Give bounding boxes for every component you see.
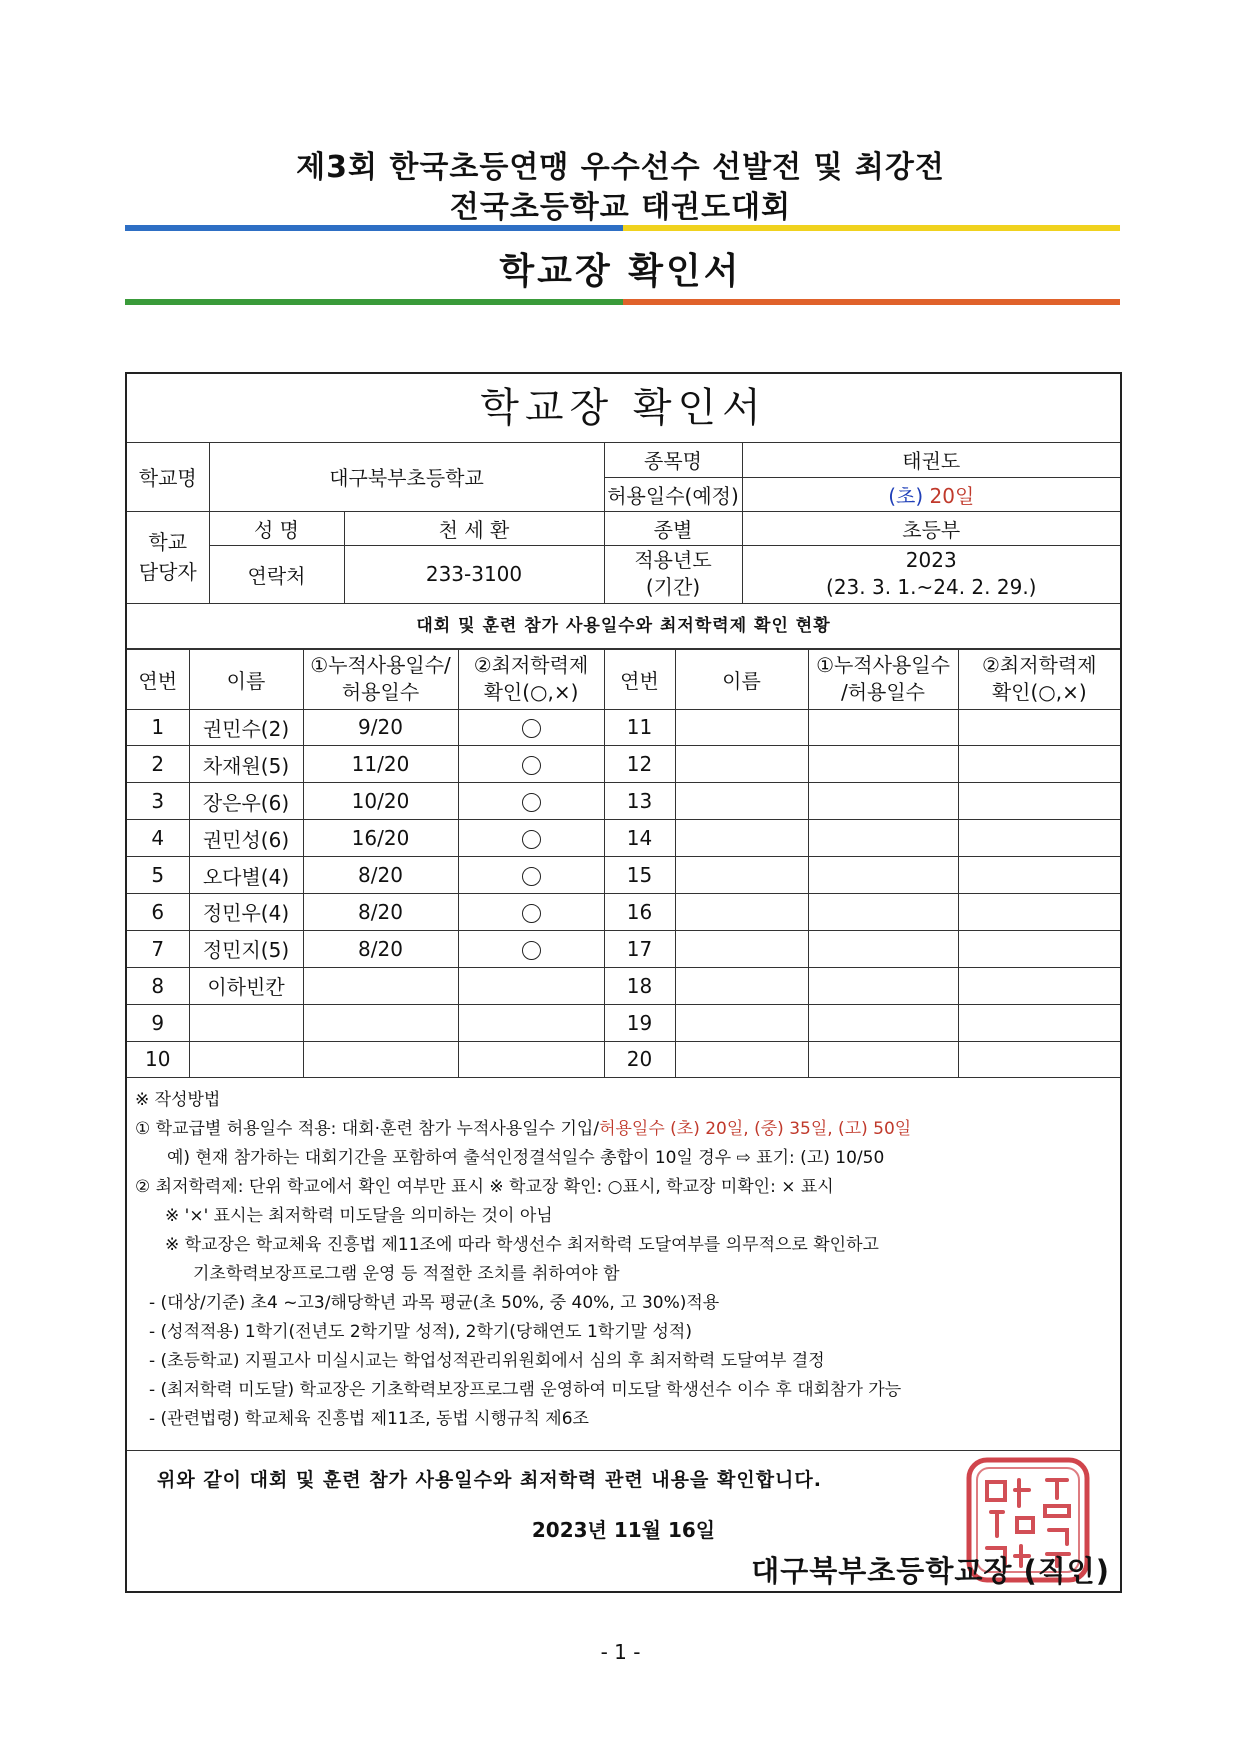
note-2: ② 최저학력제: 단위 학교에서 확인 여부만 표시 ※ 학교장 확인: ○표시, 학교장 미확인: × 표시 (135, 1177, 834, 1198)
contact-value: 233-3100 (344, 545, 604, 603)
year-label (604, 545, 742, 603)
circle-check-icon (522, 867, 541, 886)
row-days-right (808, 1041, 958, 1078)
row-check-right (958, 1041, 1120, 1078)
header-min-line2: 확인(○,×) (483, 680, 579, 704)
header-min-right (958, 649, 1120, 709)
row-days-right (808, 820, 958, 857)
row-name-right (675, 930, 808, 967)
table-row (127, 967, 1120, 1004)
row-name: 정민지(5) (189, 930, 303, 967)
allowed-days-number: 20일 (929, 483, 975, 508)
row-days-right (808, 930, 958, 967)
row-name: 장은우(6) (189, 783, 303, 820)
table-row (127, 820, 1120, 857)
row-no-right: 17 (604, 930, 675, 967)
header-no: 연번 (127, 649, 189, 709)
row-days: 8/20 (303, 857, 458, 894)
table-row (127, 709, 1120, 746)
period-value: (23. 3. 1.~24. 2. 29.) (826, 575, 1037, 599)
header-no-right: 연번 (604, 649, 675, 709)
header-days-right-line1: ①누적사용일수 (816, 653, 950, 677)
row-no-right: 13 (604, 783, 675, 820)
row-check (458, 746, 604, 783)
row-check-right (958, 893, 1120, 930)
row-no-right: 14 (604, 820, 675, 857)
row-check-right (958, 857, 1120, 894)
row-name-right (675, 1004, 808, 1041)
manager-label (127, 511, 209, 603)
row-name-right (675, 893, 808, 930)
header-days-line1: ①누적사용일수/ (310, 653, 451, 677)
row-days-right (808, 857, 958, 894)
table-row (127, 893, 1120, 930)
row-no: 9 (127, 1004, 189, 1041)
principal-signature: 대구북부초등학교장 (직인) (751, 1554, 1110, 1588)
table-row (127, 1004, 1120, 1041)
header-days-right (808, 649, 958, 709)
note-2-b: ※ 학교장은 학교체육 진흥법 제11조에 따라 학생선수 최저학력 도달여부를 의무적으로 확인하고 (165, 1235, 879, 1256)
document-title-line1: 제3회 한국초등연맹 우수선수 선발전 및 최강전 (296, 150, 945, 185)
header-min-academic (458, 649, 604, 709)
note-2-a: ※ '×' 표시는 최저학력 미도달을 의미하는 것이 아님 (165, 1206, 553, 1227)
year-label-line1: 적용년도 (634, 548, 712, 572)
row-days-right (808, 709, 958, 746)
row-name: 정민우(4) (189, 893, 303, 930)
row-check (458, 967, 604, 1004)
row-name-right (675, 1041, 808, 1078)
table-row (127, 746, 1120, 783)
row-check (458, 783, 604, 820)
row-check-right (958, 1004, 1120, 1041)
row-no-right: 11 (604, 709, 675, 746)
manager-label-line1: 학교 (148, 530, 188, 554)
row-no: 6 (127, 893, 189, 930)
header-days (303, 649, 458, 709)
detail-2: - (성적적용) 1학기(전년도 2학기말 성적), 2학기(당해연도 1학기말 성적) (149, 1322, 692, 1343)
circle-check-icon (522, 904, 541, 923)
event-label: 종목명 (604, 443, 742, 477)
row-name: 권민성(6) (189, 820, 303, 857)
note-1-text: ① 학교급별 허용일수 적용: 대회·훈련 참가 누적사용일수 기입/ (135, 1119, 600, 1140)
row-name-right (675, 709, 808, 746)
row-name (189, 1041, 303, 1078)
row-days: 16/20 (303, 820, 458, 857)
category-label: 종별 (604, 511, 742, 545)
section-title: 대회 및 훈련 참가 사용일수와 최저학력제 확인 현황 (127, 604, 1120, 649)
row-check (458, 709, 604, 746)
notes-heading: ※ 작성방법 (135, 1090, 221, 1111)
note-1 (135, 1115, 1110, 1144)
header-min-right-line2: 확인(○,×) (991, 680, 1087, 704)
row-name-right (675, 746, 808, 783)
document-subtitle: 학교장 확인서 (499, 251, 742, 292)
row-check (458, 820, 604, 857)
row-name-right (675, 783, 808, 820)
color-divider-bottom (125, 299, 1120, 305)
contact-label: 연락처 (209, 545, 344, 603)
row-name (189, 1004, 303, 1041)
school-info-table (127, 443, 1120, 604)
header-name: 이름 (189, 649, 303, 709)
row-no: 1 (127, 709, 189, 746)
row-no: 10 (127, 1041, 189, 1078)
row-check-right (958, 709, 1120, 746)
row-days-right (808, 783, 958, 820)
school-name: 대구북부초등학교 (209, 443, 604, 511)
row-name-right (675, 820, 808, 857)
row-check-right (958, 967, 1120, 1004)
row-days: 8/20 (303, 893, 458, 930)
row-check (458, 930, 604, 967)
row-days: 8/20 (303, 930, 458, 967)
row-name-right (675, 857, 808, 894)
row-days-right (808, 967, 958, 1004)
circle-check-icon (522, 830, 541, 849)
note-1-allowed-days: 허용일수 (초) 20일, (중) 35일, (고) 50일 (599, 1119, 912, 1140)
table-row (127, 857, 1120, 894)
header-name-right: 이름 (675, 649, 808, 709)
note-2-c: 기초학력보장프로그램 운영 등 적절한 조치를 취하여야 함 (193, 1264, 620, 1285)
event-value: 태권도 (742, 443, 1120, 477)
writing-instructions (127, 1078, 1120, 1434)
note-1-example: 예) 현재 참가하는 대회기간을 포함하여 출석인정결석일수 총합이 10일 경우 ⇨ 표기: (고) 10/50 (167, 1148, 885, 1169)
row-check-right (958, 930, 1120, 967)
detail-5: - (관련법령) 학교체육 진흥법 제11조, 동법 시행규칙 제6조 (149, 1409, 589, 1430)
row-name-right (675, 967, 808, 1004)
header-days-right-line2: /허용일수 (840, 680, 926, 704)
allowed-days-prefix: (초) (888, 483, 924, 508)
row-no: 2 (127, 746, 189, 783)
row-no: 3 (127, 783, 189, 820)
year-label-line2: (기간) (645, 575, 701, 599)
name-label: 성 명 (209, 511, 344, 545)
row-no: 4 (127, 820, 189, 857)
row-days-right (808, 1004, 958, 1041)
row-name: 이하빈칸 (189, 967, 303, 1004)
table-row (127, 1041, 1120, 1078)
row-no-right: 16 (604, 893, 675, 930)
row-no-right: 18 (604, 967, 675, 1004)
allowed-days-value (742, 477, 1120, 511)
row-no-right: 15 (604, 857, 675, 894)
row-name: 권민수(2) (189, 709, 303, 746)
category-value: 초등부 (742, 511, 1120, 545)
row-check-right (958, 820, 1120, 857)
confirmation-form (125, 372, 1122, 1593)
manager-name: 천 세 환 (344, 511, 604, 545)
detail-1: - (대상/기준) 초4 ~고3/해당학년 과목 평균(초 50%, 중 40%, 고 30%)적용 (149, 1293, 720, 1314)
row-check (458, 893, 604, 930)
school-label: 학교명 (127, 443, 209, 511)
document-title-line2: 전국초등학교 태권도대회 (449, 190, 792, 225)
confirmation-statement: 위와 같이 대회 및 훈련 참가 사용일수와 최저학력 관련 내용을 확인합니다. (127, 1450, 1120, 1492)
row-days-right (808, 746, 958, 783)
color-divider-top (125, 225, 1120, 231)
row-check-right (958, 746, 1120, 783)
manager-label-line2: 담당자 (138, 560, 197, 584)
row-check (458, 857, 604, 894)
row-check (458, 1004, 604, 1041)
row-no: 8 (127, 967, 189, 1004)
row-days (303, 1004, 458, 1041)
detail-3: - (초등학교) 지필고사 미실시교는 학업성적관리위원회에서 심의 후 최저학력 도달여부 결정 (149, 1351, 825, 1372)
row-no: 5 (127, 857, 189, 894)
row-days: 9/20 (303, 709, 458, 746)
row-days (303, 1041, 458, 1078)
page-number: - 1 - (600, 1640, 641, 1664)
detail-4: - (최저학력 미도달) 학교장은 기초학력보장프로그램 운영하여 미도달 학생선수 이수 후 대회참가 가능 (149, 1380, 902, 1401)
row-days: 10/20 (303, 783, 458, 820)
year-number: 2023 (905, 548, 957, 572)
allowed-days-label: 허용일수(예정) (604, 477, 742, 511)
row-no-right: 19 (604, 1004, 675, 1041)
circle-check-icon (522, 941, 541, 960)
row-no: 7 (127, 930, 189, 967)
header-days-line2: 허용일수 (341, 680, 420, 704)
row-check-right (958, 783, 1120, 820)
row-days-right (808, 893, 958, 930)
table-row (127, 783, 1120, 820)
row-name: 차재원(5) (189, 746, 303, 783)
header-min-line1: ②최저학력제 (473, 653, 589, 677)
table-row (127, 930, 1120, 967)
row-no-right: 20 (604, 1041, 675, 1078)
row-name: 오다별(4) (189, 857, 303, 894)
row-days (303, 967, 458, 1004)
row-days: 11/20 (303, 746, 458, 783)
circle-check-icon (522, 719, 541, 738)
circle-check-icon (522, 756, 541, 775)
circle-check-icon (522, 793, 541, 812)
records-table (127, 649, 1120, 1079)
form-title: 학교장 확인서 (127, 374, 1120, 443)
row-no-right: 12 (604, 746, 675, 783)
issue-date: 2023년 11월 16일 (531, 1518, 716, 1542)
header-min-right-line1: ②최저학력제 (981, 653, 1097, 677)
row-check (458, 1041, 604, 1078)
year-value (742, 545, 1120, 603)
